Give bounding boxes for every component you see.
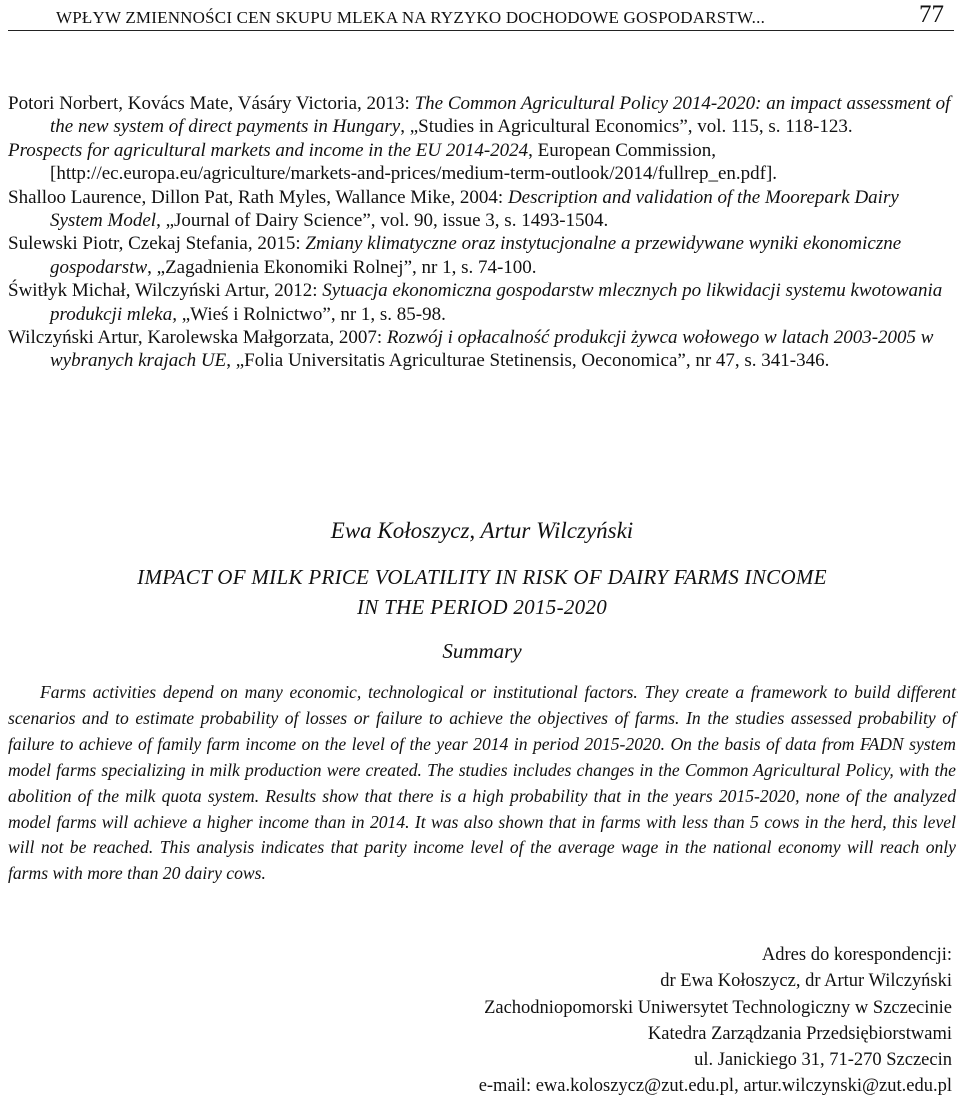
reference-title: The Common Agricultural Policy 2014-2020: an impact assessment of the new system of direct payments in Hungary bbox=[50, 93, 951, 138]
reference-title: Zmiany klimatyczne oraz instytucjonalne a przewidywane wyniki ekonomiczne gospodarstw bbox=[50, 233, 902, 278]
reference-title: Sytuacja ekonomiczna gospodarstw mlecznych po likwidacji systemu kwotowania produkcji mleka, bbox=[50, 280, 943, 325]
reference-title: Rozwój i opłacalność produkcji żywca wołowego w latach 2003-2005 w wybranych krajach UE bbox=[50, 327, 934, 372]
reference-source: , „Journal of Dairy Science”, vol. 90, issue 3, s. 1493-1504. bbox=[156, 210, 609, 232]
running-head bbox=[8, 0, 954, 31]
correspondence-street: ul. Janickiego 31, 71-270 Szczecin bbox=[694, 1050, 952, 1071]
reference-authors: Świtłyk Michał, Wilczyński Artur, 2012: bbox=[8, 280, 323, 302]
reference-source: , „Studies in Agricultural Economics”, vol. 115, s. 118-123. bbox=[400, 116, 853, 138]
reference-list bbox=[8, 92, 956, 373]
correspondence-email: e-mail: ewa.koloszycz@zut.edu.pl, artur.wilczynski@zut.edu.pl bbox=[478, 1076, 952, 1097]
correspondence-university: Zachodniopomorski Uniwersytet Technologiczny w Szczecinie bbox=[484, 997, 952, 1018]
reference-item bbox=[8, 232, 956, 279]
article-title-line: IMPACT OF MILK PRICE VOLATILITY IN RISK OF DAIRY FARMS INCOME bbox=[137, 565, 827, 589]
article-title-line: IN THE PERIOD 2015-2020 bbox=[356, 595, 608, 619]
reference-authors: Shalloo Laurence, Dillon Pat, Rath Myles, Wallance Mike, 2004: bbox=[8, 186, 508, 208]
reference-source: , „Folia Universitatis Agriculturae Stetinensis, Oeconomica”, nr 47, s. 341-346. bbox=[226, 350, 830, 372]
correspondence-label: Adres do korespondencji: bbox=[761, 945, 952, 965]
reference-item bbox=[8, 279, 956, 326]
reference-item bbox=[8, 92, 956, 139]
summary-heading: Summary bbox=[442, 639, 522, 663]
page-number: 77 bbox=[919, 1, 944, 28]
reference-source: , European Commission, [http://ec.europa.eu/agriculture/markets-and-prices/medium-term-outlook/2014/fullrep_en.pdf]. bbox=[50, 139, 778, 185]
reference-item bbox=[8, 326, 956, 373]
correspondence-department: Katedra Zarządzania Przedsiębiorstwami bbox=[647, 1023, 952, 1044]
reference-authors: Potori Norbert, Kovács Mate, Vásáry Victoria, 2013: bbox=[8, 93, 415, 114]
reference-item bbox=[8, 186, 956, 233]
reference-source: „Wieś i Rolnictwo”, nr 1, s. 85-98. bbox=[176, 303, 446, 325]
correspondence-address bbox=[479, 942, 952, 1100]
reference-title: Description and validation of the Moorepark Dairy System Model bbox=[50, 186, 899, 232]
reference-authors: Sulewski Piotr, Czekaj Stefania, 2015: bbox=[8, 233, 306, 255]
reference-item bbox=[8, 139, 956, 186]
reference-title: Prospects for agricultural markets and income in the EU 2014-2024 bbox=[8, 139, 529, 161]
article-authors: Ewa Kołoszycz, Artur Wilczyński bbox=[330, 518, 634, 543]
article-title bbox=[8, 562, 956, 622]
correspondence-names: dr Ewa Kołoszycz, dr Artur Wilczyński bbox=[660, 971, 952, 992]
abstract-text: Farms activities depend on many economic, technological or institutional factors. They create a framework to build different scenarios and to estimate probability of losses or failure to achieve the objectives of farms. In the studies assessed probability of failure to achieve of family farm income on the level of the year 2014 in period 2015-2020. On the basis of data from FADN system model farms specializing in milk production were created. The studies includes changes in the Common Agricultural Policy, with the abolition of the milk quota system. Results show that there is a high probability that in the years 2015-2020, none of the analyzed model farms will achieve a higher income than in 2014. It was also shown that in farms with less than 5 cows in the herd, this level will not be reached. This analysis indicates that parity income level of the average wage in the national economy will reach only farms with more than 20 dairy cows. bbox=[8, 682, 956, 884]
running-title: WPŁYW ZMIENNOŚCI CEN SKUPU MLEKA NA RYZYKO DOCHODOWE GOSPODARSTW... bbox=[56, 8, 766, 27]
reference-authors: Wilczyński Artur, Karolewska Małgorzata, 2007: bbox=[8, 327, 387, 349]
reference-source: , „Zagadnienia Ekonomiki Rolnej”, nr 1, s. 74-100. bbox=[147, 256, 537, 278]
